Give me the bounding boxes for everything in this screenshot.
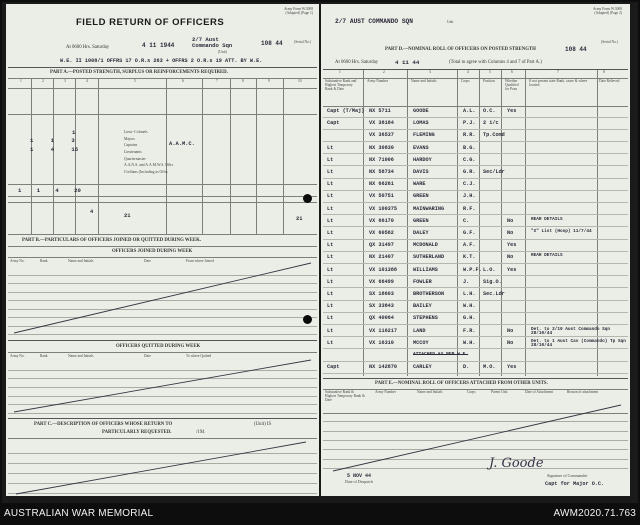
roll-cell-name: MCCOY bbox=[413, 339, 429, 346]
roll-row bbox=[323, 302, 628, 313]
grid-line bbox=[283, 78, 284, 234]
roll-cell-name: DAVIS bbox=[413, 169, 429, 175]
we-line: W.E. II 1008/1 OFFRS 17 O.R.s 263 + OFFRS 2 O.R.s 19 ATT. BY W.E. bbox=[60, 58, 263, 64]
roll-row bbox=[323, 217, 628, 228]
rank-label: Lieutenants bbox=[124, 149, 142, 154]
col-num: 3 bbox=[64, 79, 66, 83]
ranks-list bbox=[124, 129, 173, 175]
divider bbox=[323, 69, 628, 70]
roll-row bbox=[323, 363, 628, 374]
roll-cell-no: VX 100375 bbox=[369, 205, 398, 212]
form-title: FIELD RETURN OF OFFICERS bbox=[76, 17, 225, 28]
col-num: 2 bbox=[42, 79, 44, 83]
roll-cell-name: FLEMING bbox=[413, 132, 435, 139]
roll-row bbox=[323, 314, 628, 325]
col-head: Name and Initials bbox=[68, 259, 94, 263]
army-form-sub: (Adapted) (Page 2) bbox=[594, 10, 622, 15]
hours-line-prefix: At 0600 Hrs. Saturday bbox=[66, 45, 110, 50]
roll-cell-init: J.H. bbox=[463, 193, 476, 200]
roll-cell-q: No bbox=[507, 217, 514, 224]
roll-cell-no: VX 66170 bbox=[369, 217, 394, 224]
roll-cell-no: QX 31497 bbox=[369, 242, 394, 249]
col-head: Position bbox=[483, 79, 495, 83]
col-head: Whether Qualified for Posn bbox=[505, 79, 519, 91]
roll-cell-q: Yes bbox=[507, 364, 517, 371]
roll-cell-name: BROTHERSON bbox=[413, 291, 445, 297]
roll-cell-pos: 2 i/c bbox=[483, 120, 499, 127]
col-head: Parent Unit bbox=[491, 390, 508, 394]
roll-cell-rank: Lt bbox=[327, 181, 334, 188]
cancellation-stroke bbox=[321, 399, 630, 479]
roll-cell-no: NX 30830 bbox=[369, 144, 394, 151]
roll-cell-name: MAINWARING bbox=[413, 205, 445, 212]
roll-cell-q: Yes bbox=[507, 108, 517, 114]
roll-row bbox=[323, 107, 628, 118]
roll-cell-init: D. bbox=[463, 364, 470, 371]
roll-row bbox=[323, 241, 628, 252]
roll-row bbox=[323, 205, 628, 216]
dispatch-label: Date of Despatch bbox=[345, 479, 373, 484]
army-form-sub: (Adapted) (Page 1) bbox=[285, 10, 313, 15]
col-num: 2 bbox=[383, 70, 385, 74]
handwritten-serial: 108 44 bbox=[565, 46, 587, 53]
roll-row bbox=[323, 168, 628, 179]
col-head: Rank bbox=[40, 354, 48, 358]
col-head: Substantive Rank and Highest Temporary Rank & Date bbox=[325, 79, 357, 91]
divider bbox=[8, 340, 317, 341]
handwritten-date: 4 11 1944 bbox=[142, 42, 175, 49]
count-line: 1 bbox=[72, 129, 76, 136]
roll-cell-name: GREEN bbox=[413, 217, 429, 224]
rank-label: Quartermaster bbox=[124, 156, 146, 161]
roll-cell-note: REAR DETAILS bbox=[531, 216, 563, 222]
accession-number: AWM2020.71.763 bbox=[553, 508, 636, 519]
col-num: 5 bbox=[134, 79, 136, 83]
col-head: Name and Initials bbox=[417, 390, 443, 394]
left-page bbox=[6, 4, 319, 496]
handwritten-totals: 1 1 4 20 bbox=[18, 187, 81, 194]
handwritten-serial: 108 44 bbox=[261, 40, 283, 47]
roll-cell-init: R.R. bbox=[463, 132, 476, 139]
col-head: Corps bbox=[461, 79, 470, 83]
col-num: 1 bbox=[339, 70, 341, 74]
col-head: If not present state Rank, cause & where located bbox=[529, 79, 588, 87]
roll-cell-no: NX 21407 bbox=[369, 254, 394, 261]
roll-cell-no: NX 66261 bbox=[369, 181, 394, 188]
col-head: Corps bbox=[467, 390, 476, 394]
cancellation-stroke bbox=[6, 257, 319, 337]
part-c-date: /194 bbox=[196, 430, 205, 435]
joined-heading: OFFICERS JOINED DURING WEEK bbox=[112, 249, 193, 254]
roll-cell-init: G.H. bbox=[463, 315, 476, 322]
handwritten-counts bbox=[16, 129, 106, 154]
serial-label: (Serial No.) bbox=[601, 40, 618, 44]
roll-cell-rank: Lt bbox=[327, 266, 334, 273]
roll-cell-name: HARDOY bbox=[413, 156, 432, 163]
roll-cell-init: W.P.F. bbox=[463, 266, 482, 273]
rank-label: Majors bbox=[124, 136, 135, 141]
roll-cell-q: Yes bbox=[507, 242, 517, 249]
punch-hole bbox=[303, 315, 312, 324]
roll-cell-pos: Tp.Comd bbox=[483, 132, 505, 139]
col-head: Substantive Rank & Highest Temporary Rank & Date bbox=[325, 390, 365, 402]
grid-line bbox=[230, 78, 231, 234]
col-head: Date bbox=[144, 354, 151, 358]
col-head: Name and Initials bbox=[411, 79, 437, 83]
roll-cell-init: C.G. bbox=[463, 156, 476, 163]
roll-row bbox=[323, 290, 628, 301]
roll-row bbox=[323, 266, 628, 277]
roll-cell-rank: Lt bbox=[327, 242, 334, 249]
part-c-unit: (Unit) IS bbox=[254, 422, 272, 427]
roll-cell-name: SUTHERLAND bbox=[413, 254, 445, 261]
roll-cell-rank: Lt bbox=[327, 193, 334, 200]
roll-cell-init: F.R. bbox=[463, 327, 476, 334]
roll-cell-pos: Sig.O. bbox=[483, 278, 502, 285]
roll-cell-name: FOWLER bbox=[413, 278, 432, 285]
rank-label: A.A.N.S. and A.A.M.W.S. Offrs bbox=[124, 163, 174, 168]
roll-row bbox=[323, 119, 628, 130]
col-num: 5 bbox=[489, 70, 491, 74]
hw-misc: 21 bbox=[296, 216, 303, 222]
roll-cell-rank: Lt bbox=[327, 217, 334, 224]
col-num: 8 bbox=[603, 70, 605, 74]
roll-row bbox=[323, 229, 628, 240]
col-head: From where Joined bbox=[186, 259, 214, 263]
serial-label: (Serial No.) bbox=[294, 40, 311, 44]
roll-cell-name: MCDONALD bbox=[413, 242, 438, 249]
divider bbox=[8, 246, 317, 247]
part-c-heading: PART C.—DESCRIPTION OF OFFICERS WHOSE RETURN TO bbox=[34, 422, 173, 427]
roll-cell-name: CARLEY bbox=[413, 364, 432, 371]
part-d-column-heads bbox=[321, 80, 630, 106]
roll-cell-no: NX 58734 bbox=[369, 169, 394, 175]
grid-line bbox=[53, 78, 54, 234]
roll-cell-no: VX 36537 bbox=[369, 132, 394, 139]
roll-cell-init: W.H. bbox=[463, 339, 476, 346]
divider bbox=[8, 418, 317, 419]
handwritten-signatory-rank: Capt for Major O.C. bbox=[545, 481, 605, 487]
divider bbox=[323, 378, 628, 379]
roll-cell-name: EVANS bbox=[413, 144, 429, 151]
roll-cell-no: SX 18603 bbox=[369, 291, 394, 297]
roll-row bbox=[323, 253, 628, 264]
roll-cell-name: ATTACHED AS PER W.E. bbox=[413, 352, 469, 357]
roll-cell-rank: Lt bbox=[327, 169, 334, 175]
roll-cell-no: NX 142870 bbox=[369, 364, 398, 371]
roll-cell-rank: Capt (T/Maj) bbox=[327, 108, 365, 114]
count-line: 1 4 15 bbox=[30, 145, 79, 153]
unit-label: Unit bbox=[447, 20, 454, 24]
hw-misc: 4 bbox=[90, 209, 94, 215]
roll-cell-q: No bbox=[507, 230, 514, 236]
roll-cell-note: "X" List (Hosp) 11/7/44 bbox=[531, 229, 592, 234]
col-num: 4 bbox=[86, 79, 88, 83]
roll-cell-init: C.J. bbox=[463, 181, 476, 188]
roll-cell-pos: L.O. bbox=[483, 266, 496, 273]
hours-line: At 0600 Hrs. Saturday bbox=[335, 60, 379, 65]
quitted-heading: OFFICERS QUITTED DURING WEEK bbox=[116, 344, 201, 349]
handwritten-unit: 2/7 Aust Commando Sqn bbox=[192, 36, 233, 50]
roll-cell-rank: Lt bbox=[327, 303, 334, 310]
col-head: To where Quitted bbox=[186, 354, 212, 358]
col-head: Army No. bbox=[10, 259, 25, 263]
roll-cell-no: VX 16310 bbox=[369, 339, 394, 346]
nominal-roll bbox=[321, 107, 630, 377]
roll-cell-q: No bbox=[507, 339, 514, 346]
roll-cell-no: NX 5711 bbox=[369, 108, 391, 114]
col-num: 9 bbox=[268, 79, 270, 83]
roll-cell-rank: Lt bbox=[327, 205, 334, 212]
handwritten-unit-heading: 2/7 AUST COMMANDO SQN bbox=[335, 18, 413, 25]
roll-cell-no: VX 38184 bbox=[369, 120, 394, 127]
handwritten-date: 4 11 44 bbox=[395, 59, 420, 66]
roll-cell-pos: M.O. bbox=[483, 364, 496, 371]
col-num: 6 bbox=[182, 79, 184, 83]
col-num: 7 bbox=[216, 79, 218, 83]
total-agree-note: (Total to agree with Columns 4 and 7 of Part A.) bbox=[449, 60, 542, 65]
roll-cell-init: G.R. bbox=[463, 169, 476, 175]
cancellation-stroke bbox=[6, 438, 319, 496]
roll-cell-q: Yes bbox=[507, 266, 517, 273]
divider bbox=[8, 184, 317, 185]
roll-cell-name: GREEN bbox=[413, 193, 429, 200]
handwritten-attached-corps: A.A.M.C. bbox=[169, 141, 195, 147]
roll-cell-no: VX 60562 bbox=[369, 230, 394, 236]
col-num: 1 bbox=[20, 79, 22, 83]
roll-cell-name: LAND bbox=[413, 327, 426, 334]
roll-row bbox=[323, 180, 628, 191]
col-head: Army Number bbox=[375, 390, 397, 394]
army-form-number: Army Form W.3008 bbox=[592, 7, 622, 11]
col-num: 4 bbox=[467, 70, 469, 74]
col-num: 8 bbox=[242, 79, 244, 83]
roll-cell-name: BAILEY bbox=[413, 303, 432, 310]
rank-label: Captains bbox=[124, 143, 138, 148]
cancellation-stroke bbox=[6, 352, 319, 416]
roll-cell-init: K.T. bbox=[463, 254, 476, 261]
divider bbox=[8, 202, 317, 203]
roll-row bbox=[323, 339, 628, 350]
roll-cell-no: VX 66499 bbox=[369, 278, 394, 285]
roll-cell-q: No bbox=[507, 327, 514, 334]
right-page bbox=[321, 4, 630, 496]
roll-cell-rank: Lt bbox=[327, 144, 334, 151]
roll-cell-rank: Capt bbox=[327, 364, 340, 371]
roll-cell-rank: Lt bbox=[327, 156, 334, 163]
roll-cell-q: No bbox=[507, 254, 514, 261]
army-form-label bbox=[284, 8, 313, 16]
roll-cell-init: G.F. bbox=[463, 230, 476, 236]
roll-cell-rank: Lt bbox=[327, 254, 334, 261]
divider bbox=[8, 114, 317, 115]
unit-label: (Unit) bbox=[218, 50, 227, 54]
army-form-number: Army Form W.3008 bbox=[283, 7, 313, 11]
roll-cell-rank: Lt bbox=[327, 315, 334, 322]
col-head: Army Number bbox=[367, 79, 389, 83]
part-d-heading: PART D.—NOMINAL ROLL OF OFFICERS ON POSTED STRENGTH bbox=[385, 47, 536, 52]
roll-cell-name: GOODE bbox=[413, 108, 429, 114]
roll-cell-name: LOMAS bbox=[413, 120, 429, 127]
roll-cell-rank: Lt bbox=[327, 230, 334, 236]
col-head: Army No. bbox=[10, 354, 25, 358]
roll-row bbox=[323, 327, 628, 338]
grid-line bbox=[202, 78, 203, 234]
signature: J. Goode bbox=[489, 456, 544, 471]
hw-misc: 21 bbox=[124, 213, 131, 219]
divider bbox=[8, 234, 317, 235]
signature-label: Signature of Commander bbox=[547, 473, 588, 478]
count-line: 1 1 3 bbox=[30, 137, 75, 145]
roll-cell-no: QX 40064 bbox=[369, 315, 394, 322]
roll-cell-no: NX 71006 bbox=[369, 156, 394, 163]
roll-cell-init: B.G. bbox=[463, 144, 476, 151]
roll-cell-pos: Sec.Ldr bbox=[483, 291, 505, 297]
roll-cell-no: VX 101388 bbox=[369, 266, 398, 273]
roll-row bbox=[323, 192, 628, 203]
divider bbox=[8, 88, 317, 89]
roll-row bbox=[323, 144, 628, 155]
divider bbox=[8, 78, 317, 79]
col-head: Date Relieved bbox=[599, 79, 620, 83]
roll-cell-init: J. bbox=[463, 278, 470, 285]
roll-cell-pos: Sec/Ldr bbox=[483, 169, 505, 175]
roll-cell-init: L.H. bbox=[463, 291, 476, 297]
roll-row bbox=[323, 278, 628, 289]
grid-line bbox=[31, 78, 32, 234]
roll-cell-rank: Capt bbox=[327, 120, 340, 127]
col-head: Name and Initials bbox=[68, 354, 94, 358]
part-c-subheading: PARTICULARLY REQUESTED. bbox=[102, 430, 172, 435]
roll-cell-name: WARE bbox=[413, 181, 426, 188]
divider bbox=[8, 196, 317, 197]
roll-cell-init: A.L. bbox=[463, 108, 476, 114]
roll-cell-init: A.F. bbox=[463, 242, 476, 249]
handwritten-dispatch-date: 5 NOV 44 bbox=[347, 473, 372, 479]
roll-cell-note: REAR DETAILS bbox=[531, 253, 563, 259]
roll-cell-init: P.J. bbox=[463, 120, 476, 127]
col-head: Reason of attachment bbox=[567, 390, 599, 394]
roll-cell-note: Det. to 1 Aust Cav (Commando) Tp Sqn 28/10/44 bbox=[531, 338, 626, 349]
roll-cell-no: VX 50751 bbox=[369, 193, 394, 200]
col-num: 10 bbox=[298, 79, 302, 83]
roll-cell-rank: Lt bbox=[327, 339, 334, 346]
grid-line bbox=[98, 78, 99, 234]
roll-row bbox=[323, 351, 628, 362]
grid-line bbox=[75, 78, 76, 234]
roll-cell-rank: Lt bbox=[327, 327, 334, 334]
part-e-heading: PART E.—NOMINAL ROLL OF OFFICERS ATTACHED FROM OTHER UNITS. bbox=[375, 381, 548, 386]
rank-label: Civilians (Including as Offrs. bbox=[124, 169, 169, 174]
roll-cell-init: W.H. bbox=[463, 303, 476, 310]
roll-cell-no: SX 33843 bbox=[369, 303, 394, 310]
archive-name: AUSTRALIAN WAR MEMORIAL bbox=[4, 508, 154, 519]
roll-cell-name: WILLIAMS bbox=[413, 266, 438, 273]
col-head: Date bbox=[144, 259, 151, 263]
roll-cell-name: STEPHENS bbox=[413, 315, 438, 322]
roll-cell-init: R.F. bbox=[463, 205, 476, 212]
roll-row bbox=[323, 131, 628, 142]
divider bbox=[8, 67, 317, 68]
part-a-heading: PART A.—POSTED STRENGTH, SURPLUS OR REINFORCEMENTS REQUIRED. bbox=[50, 70, 228, 75]
roll-cell-init: C. bbox=[463, 217, 470, 224]
army-form-label bbox=[593, 8, 622, 16]
col-num: 3 bbox=[429, 70, 431, 74]
grid-line bbox=[256, 78, 257, 234]
col-num: 7 bbox=[557, 70, 559, 74]
col-head: Date of Attachment bbox=[525, 390, 554, 394]
part-d-column-numbers bbox=[321, 71, 630, 78]
roll-cell-rank: Lt bbox=[327, 291, 334, 297]
roll-cell-pos: O.C. bbox=[483, 108, 496, 114]
roll-cell-name: DALEY bbox=[413, 230, 429, 236]
part-b-heading: PART B.—PARTICULARS OF OFFICERS JOINED OR QUITTED DURING WEEK. bbox=[22, 238, 202, 243]
roll-row bbox=[323, 156, 628, 167]
col-num: 6 bbox=[511, 70, 513, 74]
col-head: Rank bbox=[40, 259, 48, 263]
rank-label: Lieut.-Colonels bbox=[124, 130, 148, 134]
roll-cell-no: VX 116217 bbox=[369, 327, 398, 334]
roll-cell-note: Det. to 2/10 Aust Commando Sqn 28/10/44 bbox=[531, 326, 611, 337]
roll-cell-rank: Lt bbox=[327, 278, 334, 285]
punch-hole bbox=[303, 194, 312, 203]
